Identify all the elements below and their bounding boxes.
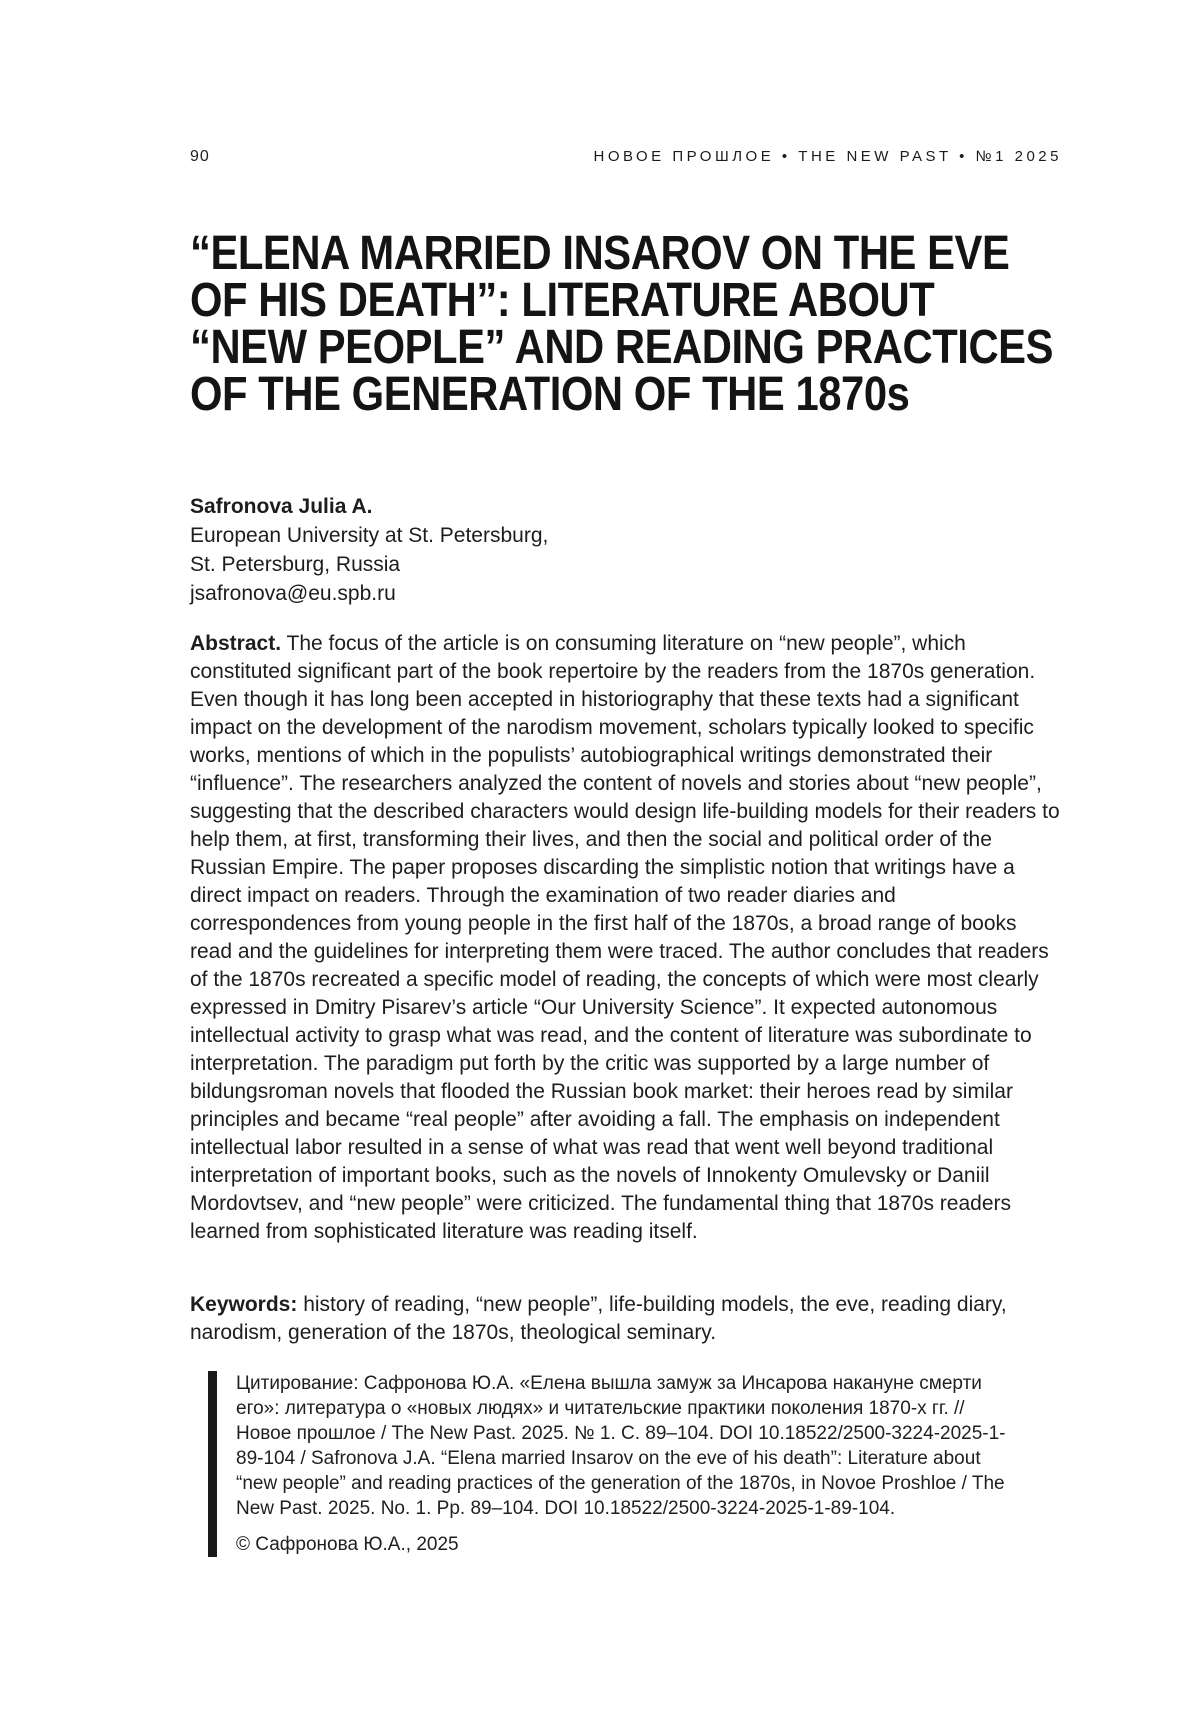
abstract-label: Abstract.	[190, 632, 282, 655]
article-title-line: OF THE GENERATION OF THE 1870s	[190, 368, 910, 421]
keywords-text: history of reading, “new people”, life-building models, the eve, reading diary, narodism, generation of the 1870s, theological seminary.	[190, 1293, 1007, 1344]
citation-text: Цитирование: Сафронова Ю.А. «Елена вышла замуж за Инсарова накануне смерти его»: литература о «новых людях» и читательские практики поколения 1870-х гг. // Новое прошлое / The New Past. 2025. № 1. С. 89–104. DOI 10.18522/2500-3224-2025-1-89-104 / Safronova J.A. “Elena married Insarov on the eve of his death”: Literature about “new people” and reading practices of the generation of the 1870s, in Novoe Proshloe / The New Past. 2025. No. 1. Pp. 89–104. DOI 10.18522/2500-3224-2025-1-89-104.	[236, 1373, 1006, 1519]
copyright-line: © Сафронова Ю.А., 2025	[236, 1534, 459, 1555]
running-header	[190, 148, 1062, 166]
author-block	[190, 492, 1062, 608]
article-title-line: “NEW PEOPLE” AND READING PRACTICES	[190, 321, 1054, 374]
author-location: St. Petersburg, Russia	[190, 553, 401, 576]
keywords	[190, 1291, 1062, 1347]
author-name: Safronova Julia A.	[190, 495, 373, 518]
page-number: 90	[190, 148, 210, 165]
article-title-line: “ELENA MARRIED INSAROV ON THE EVE	[190, 227, 1010, 280]
abstract	[190, 630, 1062, 1246]
article-title-line: OF HIS DEATH”: LITERATURE ABOUT	[190, 274, 935, 327]
author-affiliation: European University at St. Petersburg,	[190, 524, 549, 547]
keywords-label: Keywords:	[190, 1293, 298, 1316]
article-title	[190, 227, 1090, 421]
journal-header-line: НОВОЕ ПРОШЛОЕ • THE NEW PAST • №1 2025	[593, 148, 1062, 165]
author-email: jsafronova@eu.spb.ru	[190, 582, 396, 605]
abstract-text: The focus of the article is on consuming literature on “new people”, which constituted significant part of the book repertoire by the readers from the 1870s generation. Even though it has long been accepted in historiography that these texts had a significant impact on the development of the narodism movement, scholars typically looked to specific works, mentions of which in the populists’ autobiographical writings demonstrated their “influence”. The researchers analyzed the content of novels and stories about “new people”, suggesting that the described characters would design life-building models for their readers to help them, at first, transforming their lives, and then the social and political order of the Russian Empire. The paper proposes discarding the simplistic notion that writings have a direct impact on readers. Through the examination of two reader diaries and correspondences from young people in the first half of the 1870s, a broad range of books read and the guidelines for interpreting them were traced. The author concludes that readers of the 1870s recreated a specific model of reading, the concepts of which were most clearly expressed in Dmitry Pisarev’s article “Our University Science”. It expected autonomous intellectual activity to grasp what was read, and the content of literature was subordinate to interpretation. The paradigm put forth by the critic was supported by a large number of bildungsroman novels that flooded the Russian book market: their heroes read by similar principles and became “real people” after avoiding a fall. The emphasis on independent intellectual labor resulted in a sense of what was read that went well beyond traditional interpretation of important books, such as the novels of Innokenty Omulevsky or Daniil Mordovtsev, and “new people” were criticized. The fundamental thing that 1870s readers learned from sophisticated literature was reading itself.	[190, 632, 1060, 1243]
citation-block	[208, 1371, 1023, 1557]
